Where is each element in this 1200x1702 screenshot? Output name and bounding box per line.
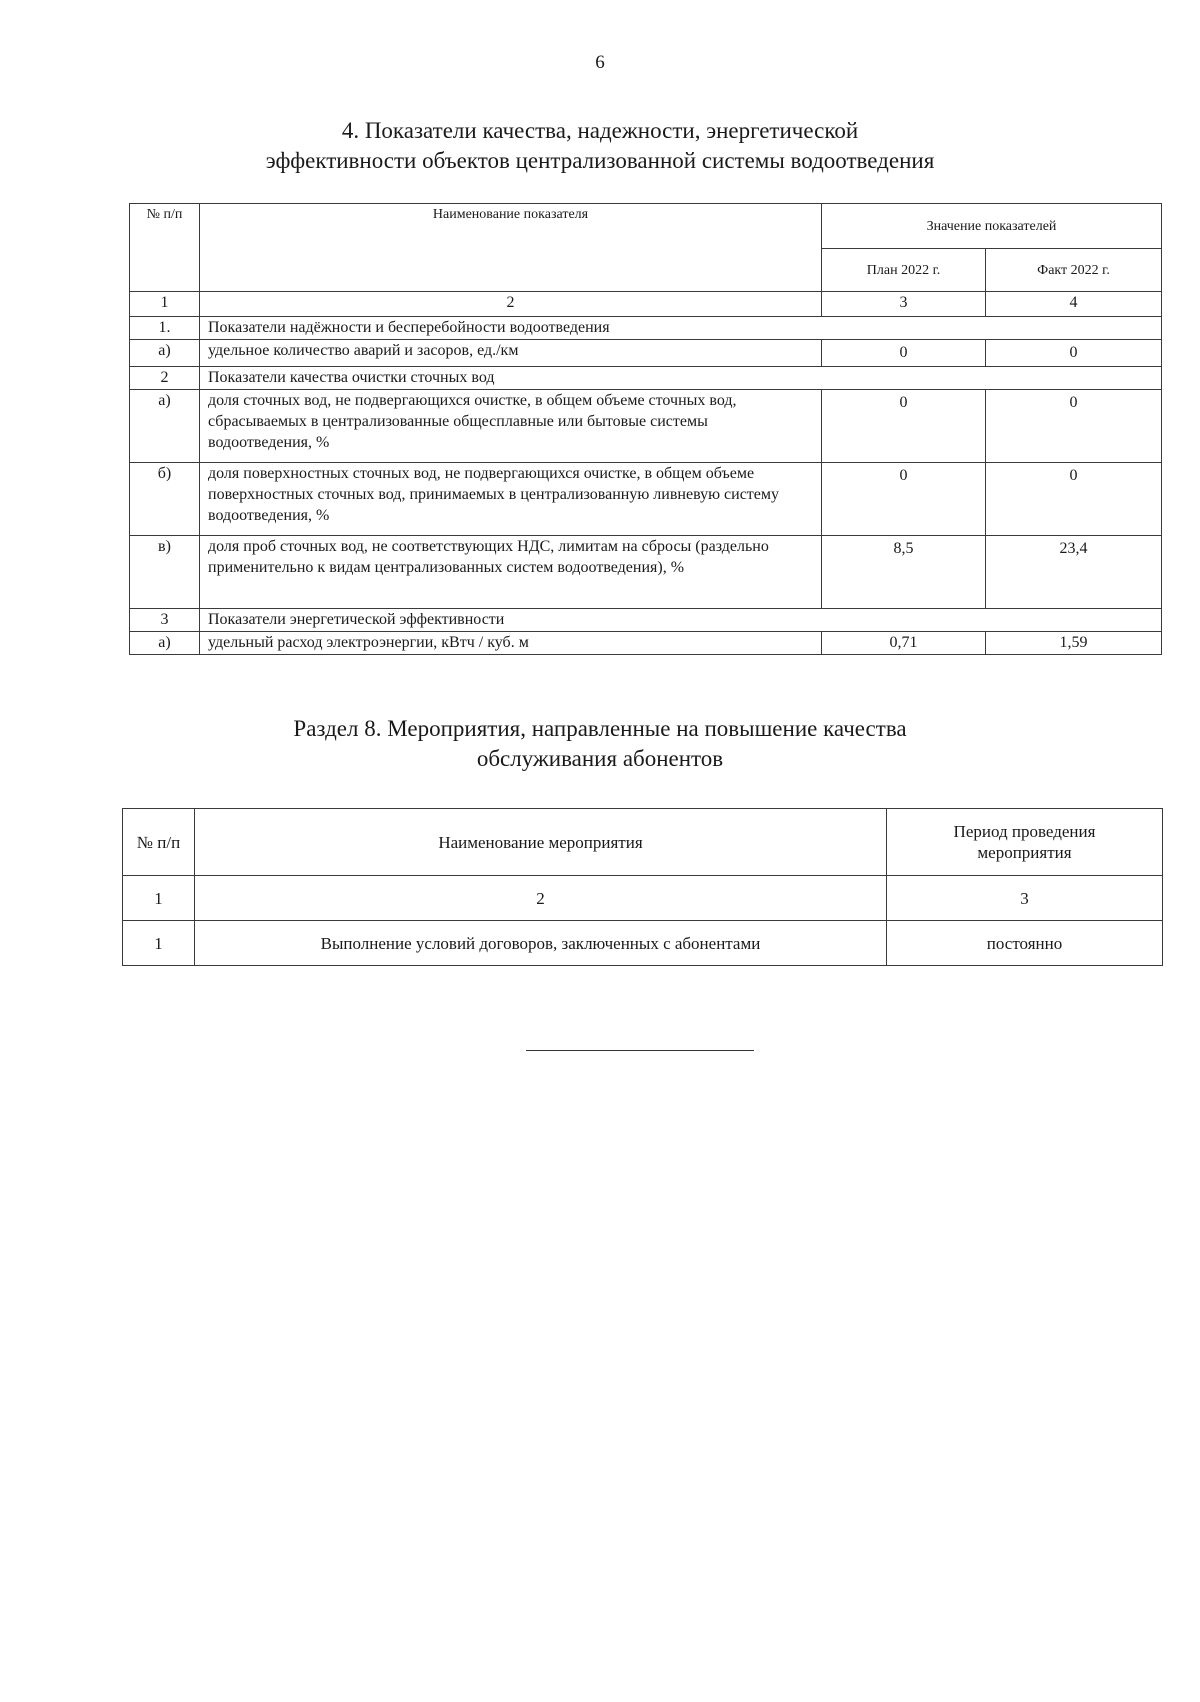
table-row	[130, 340, 1162, 367]
row-num: в)	[130, 536, 200, 609]
row-plan: 0,71	[822, 632, 986, 655]
row-num: 3	[130, 609, 200, 632]
row-plan: 0	[822, 340, 986, 367]
section4-title	[0, 116, 1200, 176]
row-name: доля проб сточных вод, не соответствующих НДС, лимитам на сбросы (раздельно применительно к видам централизованных систем водоотведения), %	[200, 536, 822, 609]
row-num: б)	[130, 463, 200, 536]
header-values: Значение показателей	[822, 204, 1162, 249]
measures-table	[122, 808, 1163, 966]
table-header-row	[123, 809, 1163, 876]
col-number: 2	[195, 876, 887, 921]
row-fact: 0	[986, 390, 1162, 463]
row-num: 1	[123, 921, 195, 966]
row-name: удельное количество аварий и засоров, ед./км	[200, 340, 822, 367]
table-row	[130, 536, 1162, 609]
row-fact: 1,59	[986, 632, 1162, 655]
header-num: № п/п	[130, 204, 200, 292]
table-row	[130, 609, 1162, 632]
row-name: удельный расход электроэнергии, кВтч / куб. м	[200, 632, 822, 655]
row-section-name: Показатели качества очистки сточных вод	[200, 367, 1162, 390]
table-row	[130, 367, 1162, 390]
row-fact: 0	[986, 463, 1162, 536]
col-number: 2	[200, 292, 822, 317]
row-period: постоянно	[887, 921, 1163, 966]
section8-title	[0, 714, 1200, 774]
row-plan: 0	[822, 463, 986, 536]
table-row	[123, 921, 1163, 966]
table-row	[130, 317, 1162, 340]
row-section-name: Показатели надёжности и бесперебойности водоотведения	[200, 317, 1162, 340]
row-fact: 23,4	[986, 536, 1162, 609]
header-period: Период проведения мероприятия	[887, 809, 1163, 876]
table-row	[130, 390, 1162, 463]
row-name: доля сточных вод, не подвергающихся очистке, в общем объеме сточных вод, сбрасываемых в централизованные общесплавные или бытовые системы водоотведения, %	[200, 390, 822, 463]
column-numbers-row	[123, 876, 1163, 921]
section8-title-line1: Раздел 8. Мероприятия, направленные на повышение качества	[293, 716, 907, 741]
page-number: 6	[595, 52, 605, 73]
column-numbers-row	[130, 292, 1162, 317]
row-num: а)	[130, 340, 200, 367]
col-number: 1	[123, 876, 195, 921]
row-name: доля поверхностных сточных вод, не подвергающихся очистке, в общем объеме поверхностных сточных вод, принимаемых в централизованную ливневую систему водоотведения, %	[200, 463, 822, 536]
closing-divider	[526, 1050, 754, 1051]
row-num: а)	[130, 390, 200, 463]
header-name: Наименование показателя	[200, 204, 822, 292]
col-number: 3	[887, 876, 1163, 921]
table-header-row	[130, 204, 1162, 249]
table-row	[130, 463, 1162, 536]
row-num: 1.	[130, 317, 200, 340]
header-plan: План 2022 г.	[822, 249, 986, 292]
header-num: № п/п	[123, 809, 195, 876]
table-row	[130, 632, 1162, 655]
row-num: 2	[130, 367, 200, 390]
indicators-table	[129, 203, 1162, 655]
col-number: 3	[822, 292, 986, 317]
row-plan: 0	[822, 390, 986, 463]
col-number: 4	[986, 292, 1162, 317]
header-fact: Факт 2022 г.	[986, 249, 1162, 292]
header-name: Наименование мероприятия	[195, 809, 887, 876]
row-num: а)	[130, 632, 200, 655]
row-name: Выполнение условий договоров, заключенных с абонентами	[195, 921, 887, 966]
row-plan: 8,5	[822, 536, 986, 609]
section8-title-line2: обслуживания абонентов	[476, 746, 724, 771]
row-section-name: Показатели энергетической эффективности	[200, 609, 1162, 632]
section4-title-line2: эффективности объектов централизованной системы водоотведения	[265, 148, 935, 173]
col-number: 1	[130, 292, 200, 317]
row-fact: 0	[986, 340, 1162, 367]
section4-title-line1: 4. Показатели качества, надежности, энергетической	[341, 118, 859, 143]
